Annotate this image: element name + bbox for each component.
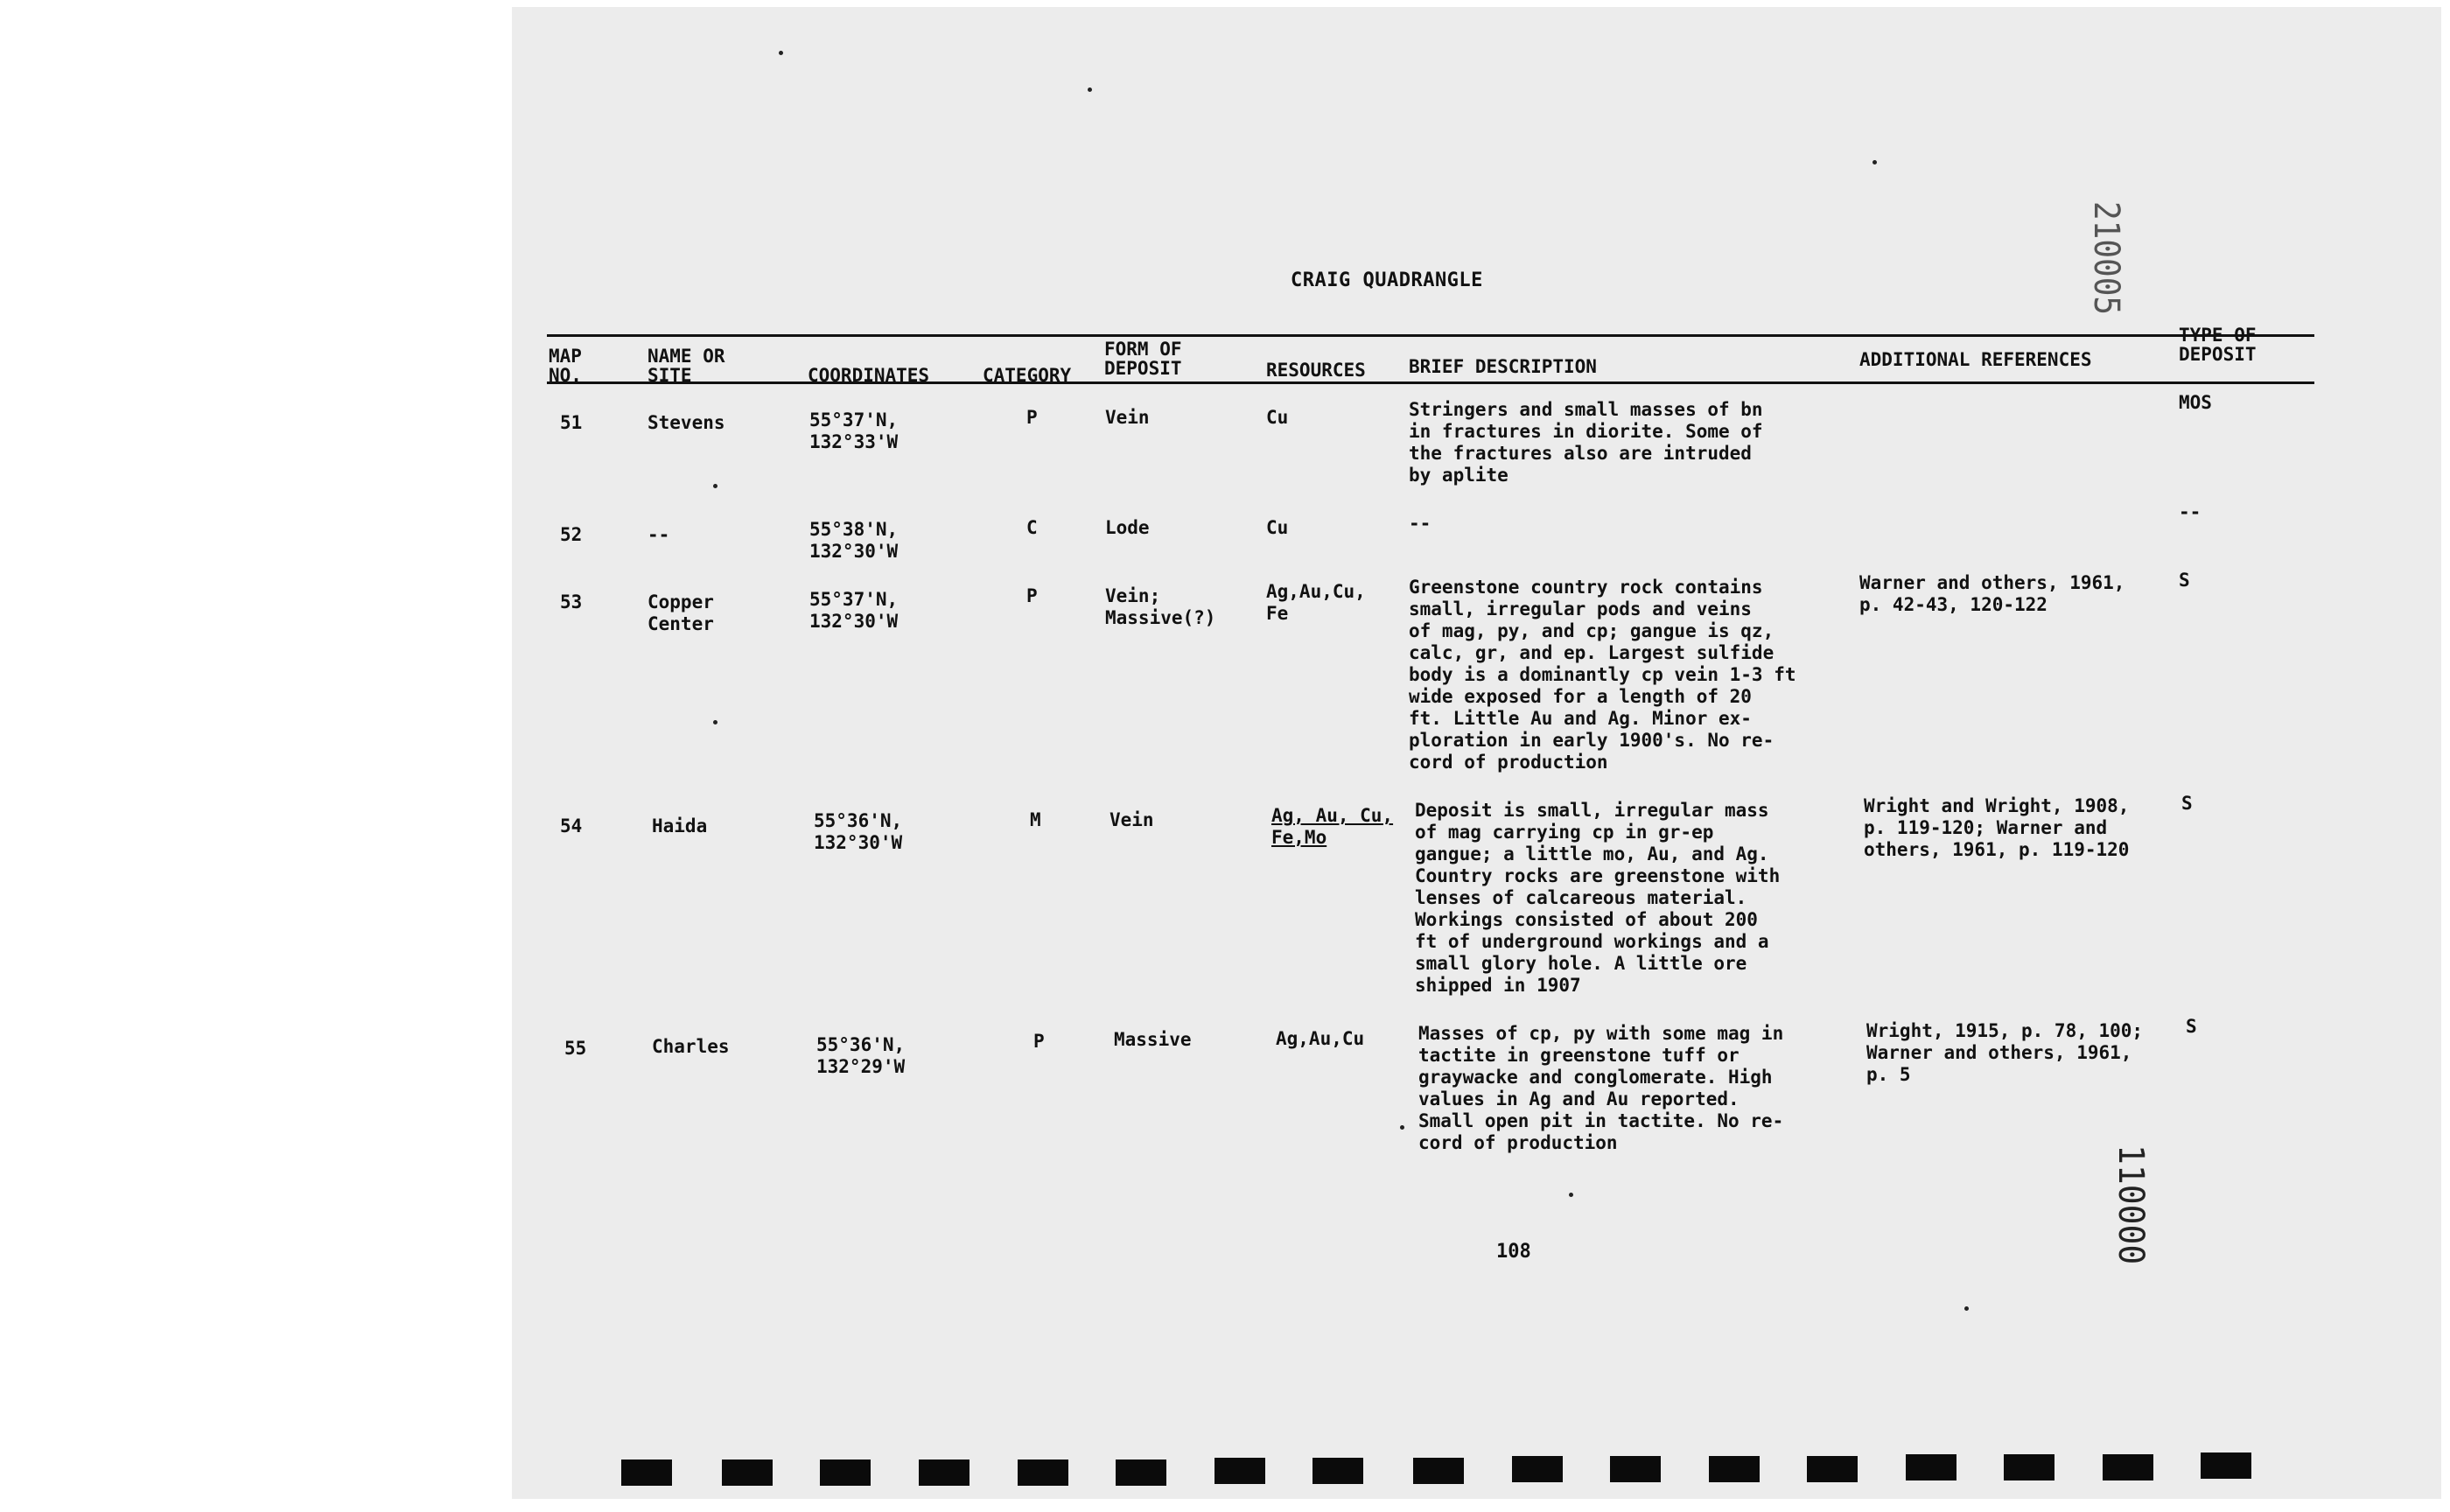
row-52-coordinates: 55°38'N, 132°30'W [809,519,899,562]
row-54-category: M [1030,809,1041,830]
scanned-page [512,7,2441,1499]
row-54-references: Wright and Wright, 1908, p. 119-120; Warner and others, 1961, p. 119-120 [1864,795,2130,860]
row-55-type: S [2186,1016,2197,1037]
scan-speck [1964,1306,1969,1311]
row-51-coordinates: 55°37'N, 132°33'W [809,410,899,452]
row-55-coordinates: 55°36'N, 132°29'W [816,1034,906,1077]
row-54-coordinates: 55°36'N, 132°30'W [814,810,903,853]
row-51-map-no: 51 [560,412,583,433]
page-title: CRAIG QUADRANGLE [1291,270,1483,291]
row-53-references: Warner and others, 1961, p. 42-43, 120-122 [1859,572,2125,615]
row-54-name: Haida [652,816,708,836]
row-51-form: Vein [1105,407,1150,428]
row-52-category: C [1026,517,1038,538]
header-top-rule [547,334,2314,337]
row-52-type: -- [2179,501,2202,522]
row-53-resources: Ag,Au,Cu, Fe [1266,581,1366,624]
header-references: ADDITIONAL REFERENCES [1859,349,2092,370]
header-map-no: MAP NO. [549,346,582,386]
binding-mark [1512,1456,1563,1482]
row-53-name: Copper Center [648,592,714,634]
row-51-resources: Cu [1266,407,1289,428]
row-53-type: S [2179,570,2190,591]
row-55-form: Massive [1114,1029,1192,1050]
row-55-description: Masses of cp, py with some mag in tactite in greenstone tuff or graywacke and conglomerate. High values in Ag and Au reported. Small open pit in tactite. No re- cord of production [1418,1023,1784,1153]
row-54-description: Deposit is small, irregular mass of mag carrying cp in gr-ep gangue; a little mo, Au, and Ag. Country rocks are greenstone with lenses of calcareous material. Workings consisted of about 200 ft of underground workings and a small glory hole. A little ore shipped in 1907 [1415,800,1781,996]
binding-mark [1807,1456,1858,1482]
row-54-resources: Ag, Au, Cu, Fe,Mo [1271,805,1394,848]
scan-speck [1872,160,1877,164]
row-52-resources: Cu [1266,517,1289,538]
row-55-resources: Ag,Au,Cu [1276,1028,1365,1049]
header-name: NAME OR SITE [648,346,725,386]
binding-mark [2004,1454,2054,1480]
row-55-map-no: 55 [564,1038,587,1059]
header-form: FORM OF DEPOSIT [1104,339,1182,379]
binding-mark [1413,1458,1464,1484]
binding-mark [1312,1458,1363,1484]
scan-speck [1400,1125,1404,1130]
row-55-references: Wright, 1915, p. 78, 100; Warner and others, 1961, p. 5 [1866,1020,2144,1085]
header-coordinates: COORDINATES [808,365,930,386]
binding-mark [1018,1460,1068,1486]
binding-mark [1116,1460,1166,1486]
row-53-form: Vein; Massive(?) [1105,585,1216,628]
page-number: 108 [1496,1241,1531,1263]
binding-mark [722,1460,773,1486]
scan-speck [1569,1193,1573,1197]
row-51-type: MOS [2179,392,2212,413]
row-52-name: -- [648,524,670,545]
row-53-description: Greenstone country rock contains small, irregular pods and veins of mag, py, and cp; gangue is qz, calc, gr, and ep. Largest sulfide body is a dominantly cp vein 1-3 ft wide exposed for a length of 20 ft. Little Au and Ag. Minor ex- ploration in early 1900's. No re- cord of production [1409,577,1796,773]
binding-mark [2201,1452,2251,1479]
row-54-map-no: 54 [560,816,583,836]
row-53-coordinates: 55°37'N, 132°30'W [809,589,899,632]
row-52-map-no: 52 [560,524,583,545]
row-52-form: Lode [1105,517,1150,538]
scan-speck [779,51,783,55]
header-description: BRIEF DESCRIPTION [1409,356,1597,377]
binding-mark [1610,1456,1661,1482]
binding-mark [820,1460,871,1486]
row-55-name: Charles [652,1036,730,1057]
archive-stamp-top: 210005 [2086,201,2126,316]
binding-mark [2103,1454,2153,1480]
binding-mark [919,1460,970,1486]
header-category: CATEGORY [983,365,1072,386]
row-54-form: Vein [1110,809,1154,830]
row-54-type: S [2181,793,2193,814]
scan-speck [1088,88,1092,92]
header-resources: RESOURCES [1266,360,1366,381]
binding-mark [621,1460,672,1486]
row-51-name: Stevens [648,412,725,433]
scan-speck [713,720,718,724]
archive-stamp-bottom: 110000 [2110,1144,2151,1265]
row-51-description: Stringers and small masses of bn in fractures in diorite. Some of the fractures also are intruded by aplite [1409,399,1763,486]
row-52-description: -- [1409,513,1432,534]
row-53-category: P [1026,585,1038,606]
header-type: TYPE OF DEPOSIT [2179,325,2257,365]
scan-speck [713,484,718,488]
row-53-map-no: 53 [560,592,583,612]
binding-mark [1906,1454,1956,1480]
binding-mark [1709,1456,1760,1482]
row-51-category: P [1026,407,1038,428]
binding-mark [1214,1458,1265,1484]
row-55-category: P [1033,1031,1045,1052]
